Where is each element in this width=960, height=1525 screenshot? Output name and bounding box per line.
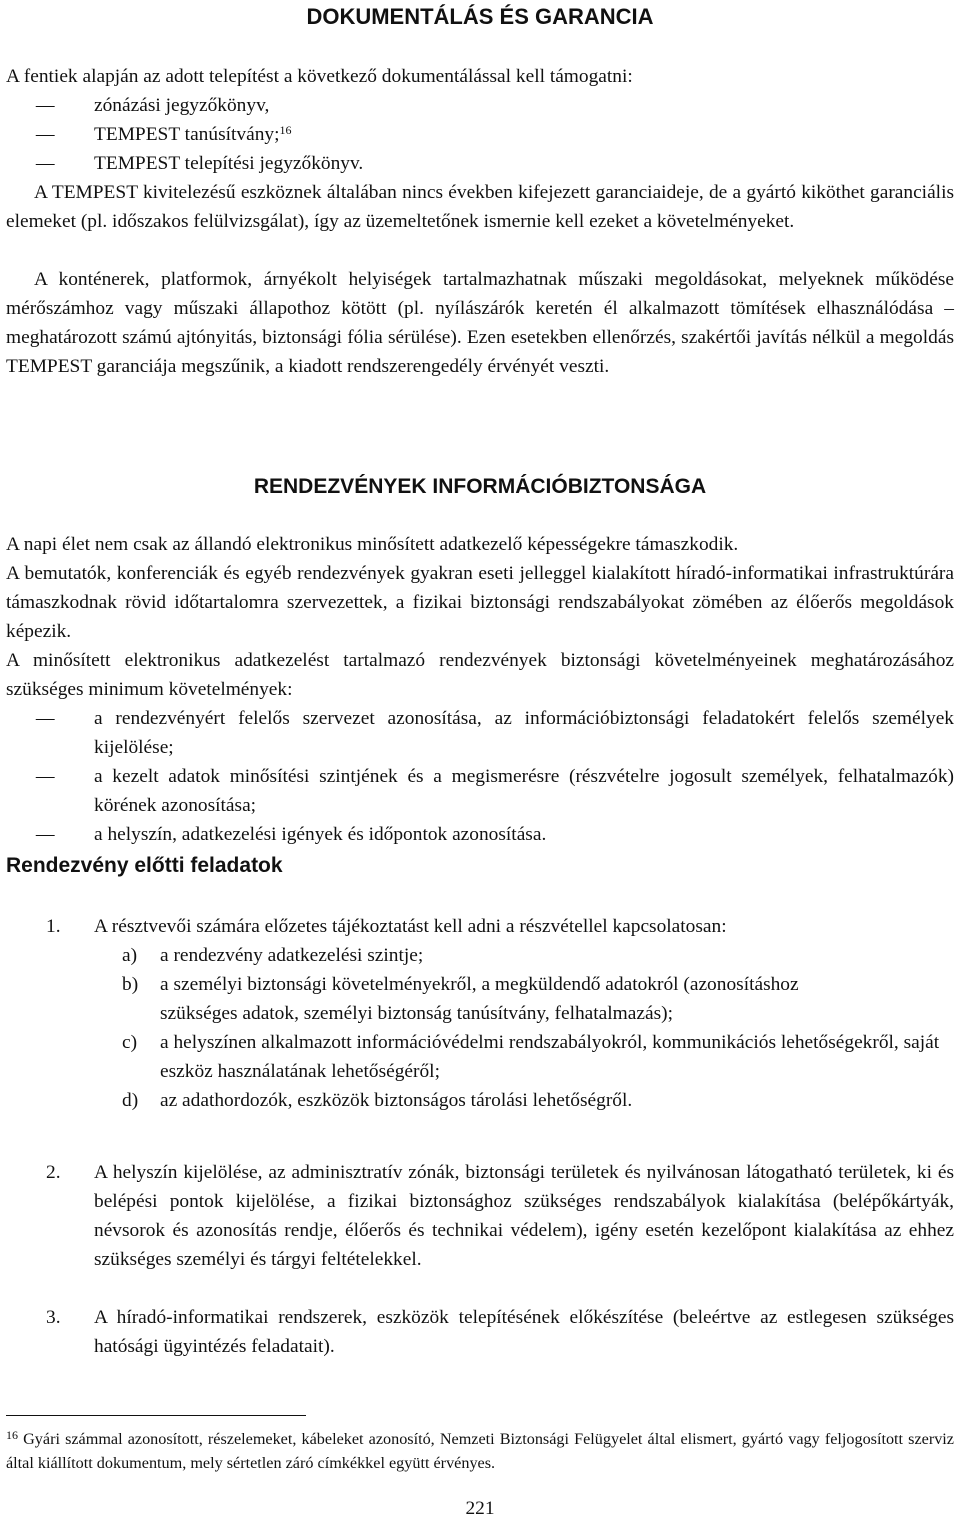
task-text: A helyszín kijelölése, az adminisztratív zónák, biztonsági területek és nyilvánosan látogatható területek, ki és belépési pontok kijelölése, a fizikai biztonsághoz szükséges rendszabályok kialakítása (belépőkártyák, névsorok és azonosítás rendje, élőerős és technikai védelem), igény esetén kezelőpont kialakítása az ehhez szükséges személyi és tárgyi feltételekkel. bbox=[94, 1162, 954, 1270]
list-item: – zónázási jegyzőkönyv, bbox=[6, 91, 954, 120]
task-number: 3. bbox=[46, 1307, 61, 1328]
task-text: A híradó-informatikai rendszerek, eszközök telepítésének előkészítése (beleértve az estlegesen szükséges hatósági ügyintézés feladatait). bbox=[94, 1307, 954, 1357]
warranty-paragraph: A TEMPEST kivitelezésű eszköznek általában nincs években kifejezett garanciaideje, de a gyártó kiköthet garanciális elemeket (pl. időszakos felülvizsgálat), így az üzemeltetőnek ismernie kell ezeket a követelményeket. bbox=[6, 182, 954, 232]
list-item: – TEMPEST telepítési jegyzőkönyv. bbox=[6, 149, 954, 178]
containers-paragraph: A konténerek, platformok, árnyékolt helyiségek tartalmazhatnak műszaki megoldásokat, melyeknek működése mérőszámhoz vagy műszaki állapothoz kötött (pl. nyílászárók keretén él alkalmazott tömítések elhasználódása – meghatározott számú ajtónyitás, biztonsági fólia sérülése). Ezen esetekben ellenőrzés, szakértői javítás nélkül a megoldás TEMPEST garanciája megszűnik, a kiadott rendszerengedély érvényét veszti. bbox=[6, 269, 954, 377]
page-number: 221 bbox=[465, 1498, 495, 1519]
documentation-list bbox=[6, 91, 954, 178]
section-heading-documentation: DOKUMENTÁLÁS ÉS GARANCIA bbox=[306, 4, 654, 29]
footnote bbox=[6, 1427, 954, 1475]
requirements-list bbox=[6, 704, 954, 849]
footnote-number: 16 bbox=[6, 1428, 18, 1442]
task-item-2 bbox=[6, 1158, 954, 1274]
footnote-text: Gyári számmal azonosított, részelemeket, kábeleket azonosító, Nemzeti Biztonsági Felügyelet által elismert, gyártó vagy feljogosított szerviz által kiállított dokumentum, mely sértetlen záró címkékkel együtt érvényes. bbox=[6, 1430, 954, 1472]
task-item-1 bbox=[6, 912, 954, 941]
list-item: – TEMPEST tanúsítvány;$^{16}$ bbox=[6, 120, 954, 149]
list-item: – a rendezvényért felelős szervezet azonosítása, az információbiztonsági feladatokért felelős személyek kijelölése; bbox=[6, 704, 954, 762]
subsection-heading: Rendezvény előtti feladatok bbox=[6, 854, 283, 877]
list-item: a) a rendezvény adatkezelési szintje; bbox=[122, 945, 424, 966]
footnote-separator bbox=[6, 1415, 306, 1416]
task-number: 2. bbox=[46, 1162, 61, 1183]
task-item-3 bbox=[6, 1303, 954, 1361]
list-item: c) a helyszínen alkalmazott információvédelmi rendszabályokról, kommunikációs lehetőségekről, saját eszköz használatának lehetőségéről; bbox=[122, 1032, 940, 1082]
list-item: – a kezelt adatok minősítési szintjének és a megismerésre (részvételre jogosult személyek, felhatalmazók) körének azonosítása; bbox=[6, 762, 954, 820]
subtask-list bbox=[6, 941, 954, 1115]
task-text: A résztvevői számára előzetes tájékoztatást kell adni a részvétellel kapcsolatosan: bbox=[94, 916, 727, 937]
list-item: – a helyszín, adatkezelési igények és időpontok azonosítása. bbox=[6, 820, 954, 849]
requirements-paragraph: A minősített elektronikus adatkezelést tartalmazó rendezvények biztonsági követelményeinek meghatározásához szükséges minimum követelmények: bbox=[6, 650, 954, 700]
events-paragraph: A bemutatók, konferenciák és egyéb rendezvények gyakran eseti jelleggel kialakított híradó-informatikai infrastruktúrára támaszkodnak rövid időtartalomra szervezettek, a fizikai biztonsági rendszabályokat zömében az élőerős megoldások képezik. bbox=[6, 563, 954, 642]
intro-paragraph: A fentiek alapján az adott telepítést a következő dokumentálással kell támogatni: bbox=[6, 66, 633, 87]
list-item: b) a személyi biztonsági követelményekről, a megküldendő adatokról (azonosításhoz szükséges adatok, személyi biztonság tanúsítvány, felhatalmazás); bbox=[122, 974, 799, 1024]
footnote-reference[interactable]: 16 bbox=[279, 123, 292, 137]
task-number: 1. bbox=[46, 916, 61, 937]
list-item: d) az adathordozók, eszközök biztonságos tárolási lehetőségről. bbox=[122, 1090, 633, 1111]
section-heading-events: RENDEZVÉNYEK INFORMÁCIÓBIZTONSÁGA bbox=[253, 475, 707, 498]
daily-life-paragraph: A napi élet nem csak az állandó elektronikus minősített adatkezelő képességekre támaszkodik. bbox=[6, 534, 739, 555]
